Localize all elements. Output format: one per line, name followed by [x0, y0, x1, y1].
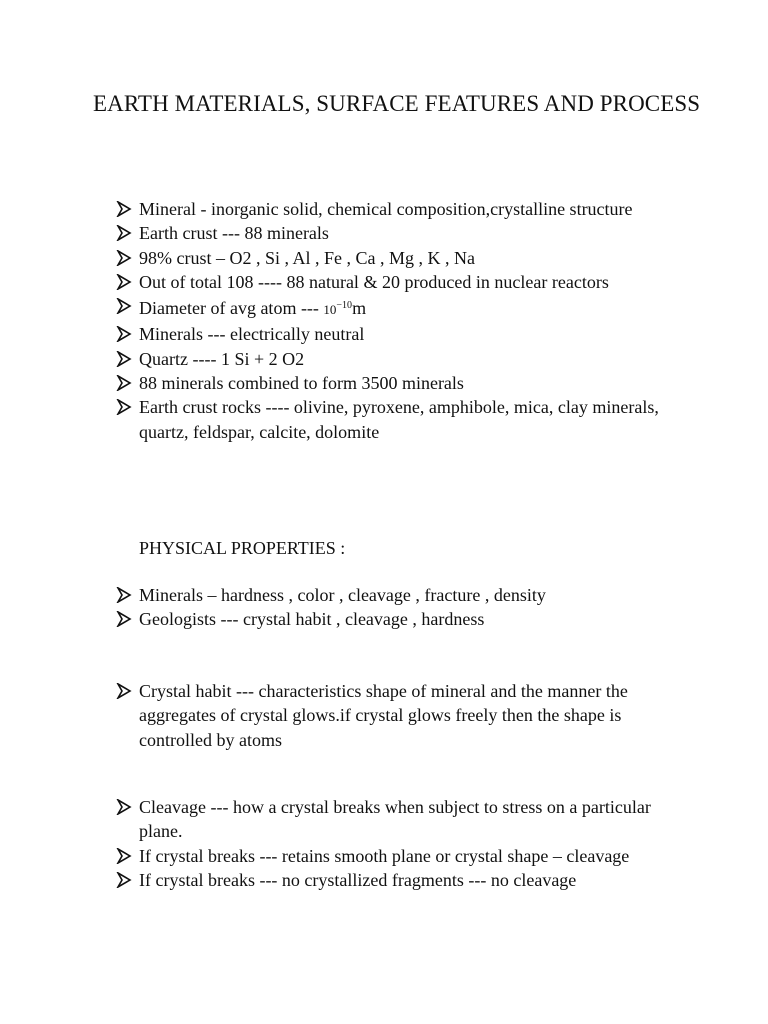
list-item-text: Earth crust rocks ---- olivine, pyroxene, amphibole, mica, clay minerals, quartz, feldspar, calcite, dolomite	[139, 397, 659, 442]
list-item	[0, 679, 679, 752]
arrow-bullet-icon	[116, 274, 132, 290]
list-item-text: Out of total 108 ---- 88 natural & 20 produced in nuclear reactors	[139, 271, 609, 292]
exponent-power: −10	[336, 300, 353, 312]
arrow-bullet-icon	[116, 587, 132, 603]
arrow-bullet-icon	[116, 848, 132, 864]
list-item	[0, 197, 679, 221]
list-item	[0, 347, 679, 371]
document-title: EARTH MATERIALS, SURFACE FEATURES AND PROCESS	[93, 91, 701, 116]
arrow-bullet-icon	[116, 375, 132, 391]
list-item	[0, 795, 679, 844]
properties-list	[0, 583, 768, 632]
list-item-text: Quartz ---- 1 Si + 2 O2	[139, 348, 305, 369]
list-item	[0, 246, 679, 270]
list-item-text: If crystal breaks --- no crystallized fragments --- no cleavage	[139, 869, 577, 890]
list-item	[0, 395, 679, 444]
unit-label: m	[352, 298, 367, 319]
list-item	[0, 221, 679, 245]
arrow-bullet-icon	[116, 298, 132, 314]
arrow-bullet-icon	[116, 683, 132, 699]
list-item-text: Minerals --- electrically neutral	[139, 324, 365, 345]
arrow-bullet-icon	[116, 201, 132, 217]
exponent-base: 10	[323, 302, 337, 318]
list-item-text: Geologists --- crystal habit , cleavage , hardness	[139, 609, 485, 630]
arrow-bullet-icon	[116, 225, 132, 241]
section-heading-physical-properties: PHYSICAL PROPERTIES :	[139, 538, 346, 558]
list-item	[0, 294, 679, 322]
arrow-bullet-icon	[116, 611, 132, 627]
arrow-bullet-icon	[116, 250, 132, 266]
list-item	[0, 607, 679, 631]
list-item-text: Minerals – hardness , color , cleavage , fracture , density	[139, 585, 546, 605]
mineral-facts-list	[0, 197, 768, 444]
list-item	[0, 583, 679, 607]
list-item-text: 88 minerals combined to form 3500 minerals	[139, 373, 464, 394]
list-item-text: Cleavage --- how a crystal breaks when subject to stress on a particular plane.	[139, 797, 651, 842]
list-item-text: If crystal breaks --- retains smooth plane or crystal shape – cleavage	[139, 845, 630, 866]
arrow-bullet-icon	[116, 399, 132, 415]
list-item-text: 98% crust – O2 , Si , Al , Fe , Ca , Mg , K , Na	[139, 247, 475, 268]
arrow-bullet-icon	[116, 351, 132, 367]
arrow-bullet-icon	[116, 326, 132, 342]
list-item	[0, 371, 679, 395]
list-item	[0, 868, 679, 892]
list-item-text: Crystal habit --- characteristics shape of mineral and the manner the aggregates of crystal glows.if crystal glows freely then the shape is controlled by atoms	[139, 681, 628, 750]
list-item	[0, 844, 679, 868]
list-item-text: Earth crust --- 88 minerals	[139, 223, 329, 244]
list-item-text: Diameter of avg atom ---	[139, 298, 324, 319]
arrow-bullet-icon	[116, 872, 132, 888]
crystal-habit-list	[0, 679, 768, 752]
list-item	[0, 270, 679, 294]
arrow-bullet-icon	[116, 799, 132, 815]
list-item	[0, 322, 679, 346]
cleavage-list	[0, 795, 768, 892]
list-item-text: Mineral - inorganic solid, chemical composition,crystalline structure	[139, 199, 633, 219]
